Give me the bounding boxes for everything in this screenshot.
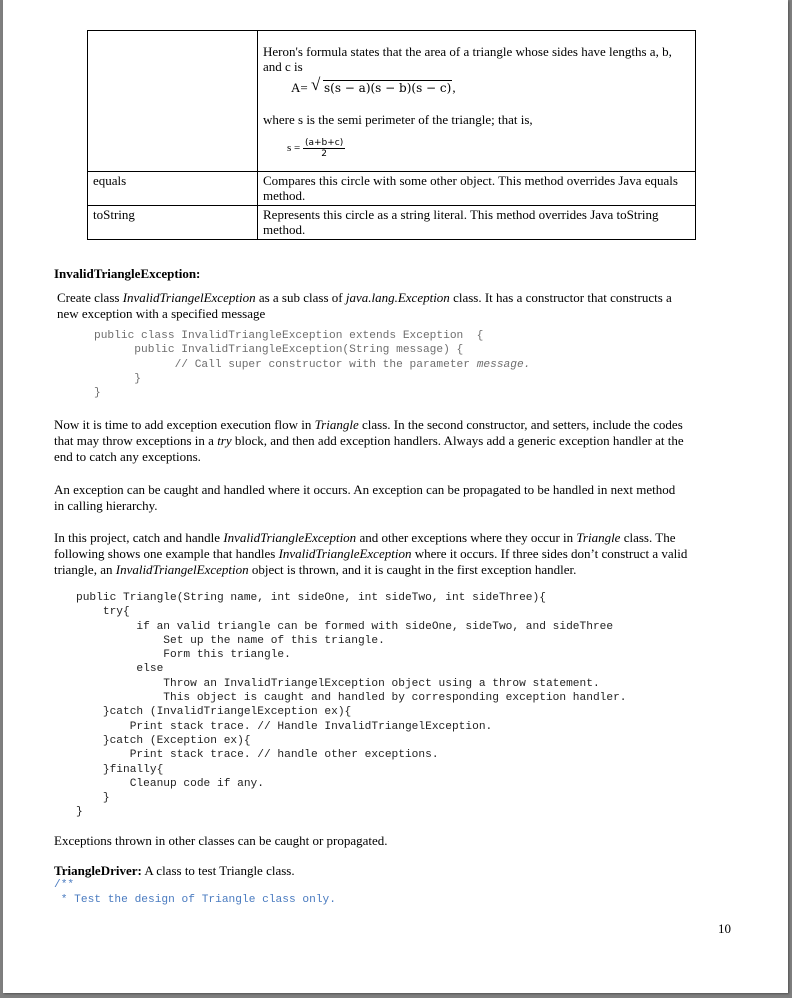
section-heading: TriangleDriver: (54, 863, 142, 878)
paragraph: Now it is time to add exception execution flow in Triangle class. In the second constructor, and setters, include the codes that may throw exceptions in a try block, and then add exception handlers. Always add a generic exception handler at the end to catch any exceptions. (54, 417, 684, 464)
semi-perimeter-formula: s = $\frac{(a+b+c)}{2}$ (287, 138, 344, 159)
method-desc-cell (258, 31, 696, 172)
code-comment: /** * Test the design of Triangle class only. (54, 879, 336, 906)
driver-line: TriangleDriver: A class to test Triangle class. (54, 863, 295, 878)
paragraph: Create class InvalidTriangelException as a sub class of java.lang.Exception class. It has a constructor that constructs a new exception with a specified message (57, 290, 672, 321)
paragraph: An exception can be caught and handled where it occurs. An exception can be propagated to be handled in next method in calling hierarchy. (54, 482, 676, 513)
method-desc-cell: Compares this circle with some other object. This method overrides Java equals method. (258, 172, 696, 206)
method-name-cell (88, 31, 258, 172)
document-page (3, 0, 788, 993)
code-block: public class InvalidTriangleException extends Exception { public InvalidTriangleException(String message) { // Call super constructor with the parameter message. } } (94, 330, 531, 400)
code-block: public Triangle(String name, int sideOne, int sideTwo, int sideThree){ try{ if an valid triangle can be formed with sideOne, sideTwo, and sideThree Set up the name of this triangle. Form this triangle. else Throw an InvalidTriangelException object using a throw statement. This object is caught and handled by corresponding exception handler. }catch (InvalidTriangelException ex){ Print stack trace. // Handle InvalidTriangelException. }catch (Exception ex){ Print stack trace. // handle other exceptions. }finally{ Cleanup code if any. } } (76, 592, 627, 819)
method-name-cell: toString (88, 206, 258, 240)
method-name-cell: equals (88, 172, 258, 206)
paragraph: Exceptions thrown in other classes can be caught or propagated. (54, 833, 388, 848)
area-formula: A= √ s(s − a)(s − b)(s − c), (291, 75, 456, 95)
table-row (88, 172, 696, 206)
paragraph: In this project, catch and handle InvalidTriangleException and other exceptions where they occur in Triangle class. The following shows one example that handles InvalidTriangleException where it occurs. If three sides don’t construct a valid triangle, an InvalidTriangelException object is thrown, and it is caught in the first exception handler. (54, 530, 688, 577)
method-table (87, 30, 696, 240)
page-number: 10 (718, 921, 731, 936)
semi-perimeter-intro: where s is the semi perimeter of the triangle; that is, (263, 112, 533, 127)
square-root: √ s(s − a)(s − b)(s − c) (310, 75, 452, 95)
table-row (88, 31, 696, 172)
heron-intro: Heron's formula states that the area of a triangle whose sides have lengths a, b, and c is (263, 44, 672, 74)
table-row (88, 206, 696, 240)
method-desc-cell: Represents this circle as a string literal. This method overrides Java toString method. (258, 206, 696, 240)
section-heading: InvalidTriangleException: (54, 266, 201, 281)
